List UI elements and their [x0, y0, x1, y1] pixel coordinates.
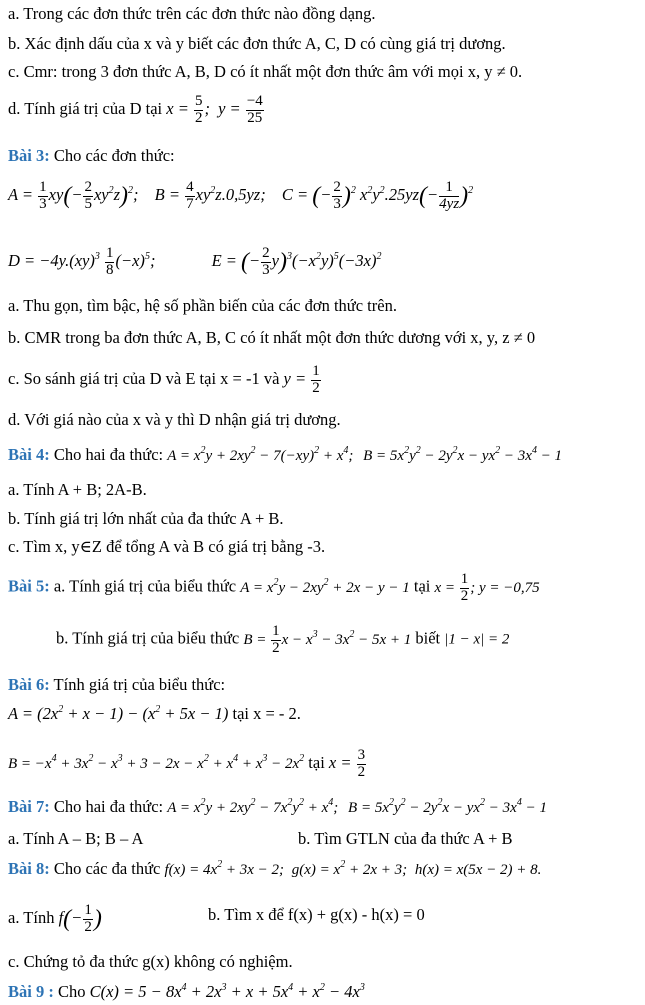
- math-expr: x = $\frac{3}{2}$: [328, 747, 366, 780]
- text-line: [8, 62, 522, 82]
- question-d: d. Tính giá trị của D tại: [8, 99, 163, 119]
- exercise-title: Bài 3:: [8, 146, 50, 165]
- connector-text: biết: [415, 628, 441, 648]
- question-c: c. Chứng tỏ đa thức g(x) không có nghiệm.: [8, 952, 293, 971]
- text-line: [8, 364, 322, 397]
- exercise-text: a. Tính giá trị của biểu thức: [53, 576, 237, 596]
- connector-text: tại x = - 2.: [232, 704, 301, 723]
- math-line: [8, 704, 301, 724]
- math-line: A = $\frac{1}{3}$ xy(− $\frac{2}{5}$ $xy^2z)^2$; B = $\frac{4}{7}$ $xy^2z.0,5yz$; C = (− $\frac{2}{3}$ )$^2$ $x^2y^2.25yz(-$ $\frac{1}{4yz}$ )$^2$: [8, 179, 474, 212]
- exercise-title: Bài 6:: [8, 675, 50, 694]
- math-line: [8, 748, 367, 781]
- question-a: a. Thu gọn, tìm bậc, hệ số phần biến của các đơn thức trên.: [8, 296, 397, 315]
- math-expr: f(− $\frac{1}{2}$ ): [58, 902, 102, 935]
- question-a: a. Tính A + B; 2A-B.: [8, 480, 147, 499]
- math-expr: x = $\frac{1}{2}$ ; y = −0,75: [434, 571, 540, 604]
- question-d: d. Với giá nào của x và y thì D nhận giá trị dương.: [8, 410, 341, 429]
- math-expr: x = $\frac{5}{2}$ ; y = $\frac{-4}{25}$: [166, 93, 263, 126]
- math-expr: $C(x) = 5 - 8x^4 + 2x^3 + x + 5x^4 + x^2 - 4x^3$: [89, 982, 365, 1001]
- connector-text: tại: [308, 753, 325, 773]
- exercise-title: Bài 9 :: [8, 982, 54, 1001]
- exercise-text: Cho hai đa thức:: [53, 797, 164, 816]
- heading-line: [8, 146, 175, 166]
- heading-line: [8, 982, 365, 1002]
- exercise-title: Bài 4:: [8, 445, 50, 464]
- question-b: b. Tìm GTLN của đa thức A + B: [298, 829, 513, 848]
- question-c: c. So sánh giá trị của D và E tại x = -1 và: [8, 369, 280, 389]
- math-expr: $A = x^2y - 2xy^2 + 2x - y - 1$: [240, 576, 410, 596]
- question-b: b. CMR trong ba đơn thức A, B, C có ít nhất một đơn thức dương với x, y, z ≠ 0: [8, 328, 536, 347]
- math-expr: $A = x^2y + 2xy^2 - 7(-xy)^2 + x^4$; $B = 5x^2y^2 - 2y^2x - yx^2 - 3x^4 - 1$: [167, 445, 563, 464]
- exercise-text: Cho các đơn thức:: [53, 146, 175, 165]
- text-line: [8, 903, 102, 936]
- text-line: [208, 905, 425, 925]
- heading-line: [8, 445, 562, 465]
- math-expr: $f(x) = 4x^2 + 3x - 2$; $g(x) = x^2 + 2x + 3$; h(x) = x(5x − 2) + 8.: [164, 859, 542, 878]
- text-line: [8, 4, 376, 24]
- question-a: a. Trong các đơn thức trên các đơn thức nào đồng dạng.: [8, 4, 376, 23]
- question-a: a. Tính A – B; B – A: [8, 829, 144, 848]
- text-line: [8, 829, 143, 849]
- question-b: b. Xác định dấu của x và y biết các đơn thức A, C, D có cùng giá trị dương.: [8, 34, 506, 53]
- exercise-text: Cho các đa thức: [53, 859, 161, 878]
- math-expr: $A = (2x^2 + x - 1) - (x^2 + 5x - 1)$: [8, 704, 229, 723]
- exercise-text: Cho hai đa thức:: [53, 445, 164, 464]
- heading-line: [8, 572, 540, 605]
- text-line: [8, 94, 265, 127]
- heading-line: [8, 859, 541, 879]
- math-expr: B = $\frac{1}{2}$ $x - x^3 - 3x^2 - 5x + 1$: [243, 623, 412, 656]
- heading-line: [8, 675, 225, 695]
- connector-text: tại: [413, 576, 431, 596]
- exercise-text: Tính giá trị của biểu thức:: [53, 675, 226, 694]
- question-a: a. Tính: [8, 908, 55, 928]
- exercise-title: Bài 8:: [8, 859, 50, 878]
- exercise-text: Cho: [57, 982, 86, 1001]
- math-expr: $A = x^2y + 2xy^2 - 7x^2y^2 + x^4$; $B = 5x^2y^2 - 2y^2x - yx^2 - 3x^4 - 1$: [167, 797, 547, 816]
- math-expr: |1 − x| = 2: [444, 631, 510, 648]
- question-b: b. Tính giá trị của biểu thức: [56, 628, 240, 648]
- math-expr: $B = -x^4 + 3x^2 - x^3 + 3 - 2x - x^2 + x^4 + x^3 - 2x^2$: [8, 753, 305, 773]
- question-b: b. Tìm x để f(x) + g(x) - h(x) = 0: [208, 905, 425, 924]
- text-line: [56, 624, 509, 657]
- question-c: c. Tìm x, y∈Z để tổng A và B có giá trị bằng -3.: [8, 537, 326, 556]
- question-c: c. Cmr: trong 3 đơn thức A, B, D có ít nhất một đơn thức âm với mọi x, y ≠ 0.: [8, 62, 523, 81]
- math-line: D = −4y.(xy)$^3$ $\frac{1}{8}$ $(-x)^5$; E = (− $\frac{2}{3}$ $y)^3(-x^2y)^5(-3x)^2$: [8, 245, 382, 278]
- heading-line: [8, 797, 547, 817]
- question-b: b. Tính giá trị lớn nhất của đa thức A + B.: [8, 509, 284, 528]
- exercise-title: Bài 5:: [8, 576, 50, 596]
- text-line: [8, 34, 506, 54]
- math-expr: y = $\frac{1}{2}$: [283, 363, 320, 396]
- exercise-title: Bài 7:: [8, 797, 50, 816]
- text-line: [298, 829, 513, 849]
